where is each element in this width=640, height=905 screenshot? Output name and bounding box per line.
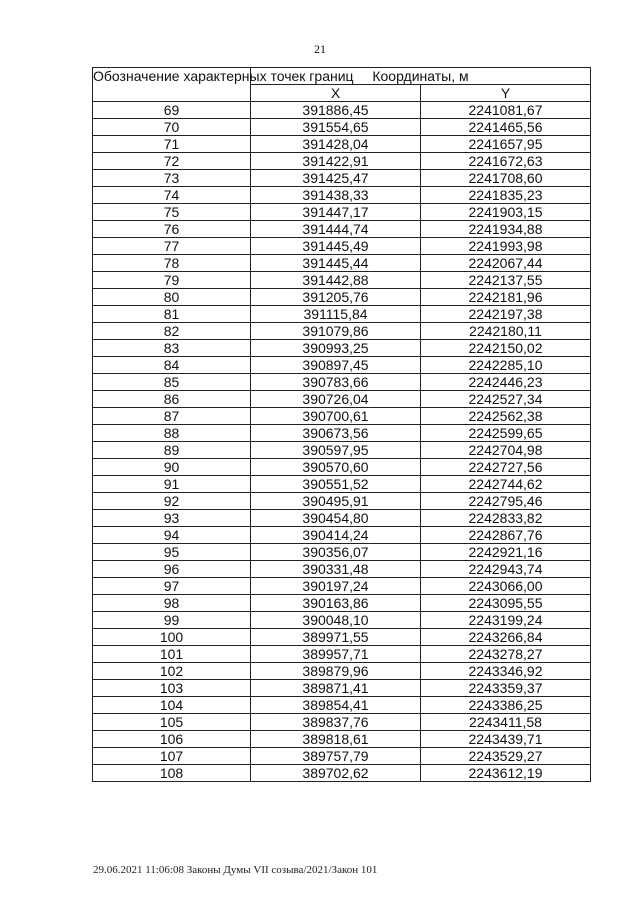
table-row xyxy=(93,408,591,425)
x-cell: 391447,17 xyxy=(251,204,421,221)
x-cell: 390163,86 xyxy=(251,595,421,612)
table-row xyxy=(93,391,591,408)
x-cell: 389702,62 xyxy=(251,765,421,782)
y-cell: 2242867,76 xyxy=(421,527,591,544)
y-cell: 2242181,96 xyxy=(421,289,591,306)
point-cell: 83 xyxy=(93,340,251,357)
x-cell: 389957,71 xyxy=(251,646,421,663)
y-cell: 2243411,58 xyxy=(421,714,591,731)
point-cell: 103 xyxy=(93,680,251,697)
table-row xyxy=(93,255,591,272)
x-cell: 391079,86 xyxy=(251,323,421,340)
table-body xyxy=(93,102,591,782)
table-row xyxy=(93,459,591,476)
y-cell: 2241903,15 xyxy=(421,204,591,221)
y-cell: 2241081,67 xyxy=(421,102,591,119)
table-row xyxy=(93,102,591,119)
point-cell: 107 xyxy=(93,748,251,765)
x-cell: 390331,48 xyxy=(251,561,421,578)
point-cell: 85 xyxy=(93,374,251,391)
point-cell: 91 xyxy=(93,476,251,493)
table-row xyxy=(93,714,591,731)
point-cell: 86 xyxy=(93,391,251,408)
point-cell: 99 xyxy=(93,612,251,629)
y-cell: 2242744,62 xyxy=(421,476,591,493)
header-coordinates: Координаты, м xyxy=(251,68,591,85)
table-row xyxy=(93,680,591,697)
x-cell: 389871,41 xyxy=(251,680,421,697)
y-cell: 2242137,55 xyxy=(421,272,591,289)
point-cell: 81 xyxy=(93,306,251,323)
y-cell: 2243612,19 xyxy=(421,765,591,782)
table-row xyxy=(93,153,591,170)
x-cell: 389837,76 xyxy=(251,714,421,731)
x-cell: 390673,56 xyxy=(251,425,421,442)
point-cell: 76 xyxy=(93,221,251,238)
x-cell: 390700,61 xyxy=(251,408,421,425)
table-row xyxy=(93,204,591,221)
coordinates-table xyxy=(92,67,591,782)
y-cell: 2241465,56 xyxy=(421,119,591,136)
y-cell: 2243439,71 xyxy=(421,731,591,748)
y-cell: 2241672,63 xyxy=(421,153,591,170)
x-cell: 390495,91 xyxy=(251,493,421,510)
point-cell: 97 xyxy=(93,578,251,595)
header-x: X xyxy=(251,85,421,102)
table-row xyxy=(93,476,591,493)
x-cell: 390897,45 xyxy=(251,357,421,374)
table-row xyxy=(93,340,591,357)
x-cell: 390356,07 xyxy=(251,544,421,561)
y-cell: 2241657,95 xyxy=(421,136,591,153)
x-cell: 390551,52 xyxy=(251,476,421,493)
point-cell: 73 xyxy=(93,170,251,187)
x-cell: 390570,60 xyxy=(251,459,421,476)
point-cell: 78 xyxy=(93,255,251,272)
point-cell: 72 xyxy=(93,153,251,170)
header-y: Y xyxy=(421,85,591,102)
point-cell: 79 xyxy=(93,272,251,289)
table-row xyxy=(93,663,591,680)
x-cell: 390993,25 xyxy=(251,340,421,357)
table-row xyxy=(93,731,591,748)
point-cell: 92 xyxy=(93,493,251,510)
point-cell: 75 xyxy=(93,204,251,221)
page-number: 21 xyxy=(314,42,326,56)
y-cell: 2242921,16 xyxy=(421,544,591,561)
table-row xyxy=(93,221,591,238)
x-cell: 391115,84 xyxy=(251,306,421,323)
x-cell: 391554,65 xyxy=(251,119,421,136)
x-cell: 390454,80 xyxy=(251,510,421,527)
point-cell: 74 xyxy=(93,187,251,204)
point-cell: 87 xyxy=(93,408,251,425)
y-cell: 2243066,00 xyxy=(421,578,591,595)
y-cell: 2242067,44 xyxy=(421,255,591,272)
table-row xyxy=(93,289,591,306)
y-cell: 2242150,02 xyxy=(421,340,591,357)
x-cell: 389854,41 xyxy=(251,697,421,714)
table-row xyxy=(93,697,591,714)
x-cell: 391886,45 xyxy=(251,102,421,119)
x-cell: 390048,10 xyxy=(251,612,421,629)
table-row xyxy=(93,595,591,612)
x-cell: 390197,24 xyxy=(251,578,421,595)
x-cell: 391445,44 xyxy=(251,255,421,272)
table-row xyxy=(93,748,591,765)
table-row xyxy=(93,544,591,561)
table-row xyxy=(93,374,591,391)
table-row xyxy=(93,323,591,340)
x-cell: 389879,96 xyxy=(251,663,421,680)
y-cell: 2242446,23 xyxy=(421,374,591,391)
y-cell: 2242833,82 xyxy=(421,510,591,527)
table-header xyxy=(93,68,591,102)
point-cell: 80 xyxy=(93,289,251,306)
y-cell: 2242795,46 xyxy=(421,493,591,510)
y-cell: 2243278,27 xyxy=(421,646,591,663)
x-cell: 389757,79 xyxy=(251,748,421,765)
x-cell: 390597,95 xyxy=(251,442,421,459)
table-row xyxy=(93,578,591,595)
point-cell: 102 xyxy=(93,663,251,680)
table-row xyxy=(93,442,591,459)
y-cell: 2242527,34 xyxy=(421,391,591,408)
y-cell: 2242727,56 xyxy=(421,459,591,476)
x-cell: 391444,74 xyxy=(251,221,421,238)
point-cell: 104 xyxy=(93,697,251,714)
y-cell: 2243346,92 xyxy=(421,663,591,680)
table-row xyxy=(93,357,591,374)
y-cell: 2242180,11 xyxy=(421,323,591,340)
y-cell: 2241708,60 xyxy=(421,170,591,187)
table-row xyxy=(93,629,591,646)
y-cell: 2243199,24 xyxy=(421,612,591,629)
y-cell: 2241835,23 xyxy=(421,187,591,204)
x-cell: 391445,49 xyxy=(251,238,421,255)
table-row xyxy=(93,646,591,663)
table-row xyxy=(93,170,591,187)
point-cell: 69 xyxy=(93,102,251,119)
x-cell: 389818,61 xyxy=(251,731,421,748)
point-cell: 96 xyxy=(93,561,251,578)
point-cell: 82 xyxy=(93,323,251,340)
table-row xyxy=(93,612,591,629)
y-cell: 2242197,38 xyxy=(421,306,591,323)
y-cell: 2243529,27 xyxy=(421,748,591,765)
x-cell: 391425,47 xyxy=(251,170,421,187)
x-cell: 391205,76 xyxy=(251,289,421,306)
y-cell: 2242943,74 xyxy=(421,561,591,578)
point-cell: 71 xyxy=(93,136,251,153)
point-cell: 93 xyxy=(93,510,251,527)
header-designation: Обозначение характерных точек границ xyxy=(93,68,251,102)
point-cell: 106 xyxy=(93,731,251,748)
table-row xyxy=(93,425,591,442)
point-cell: 105 xyxy=(93,714,251,731)
table-row xyxy=(93,510,591,527)
point-cell: 70 xyxy=(93,119,251,136)
x-cell: 391438,33 xyxy=(251,187,421,204)
y-cell: 2242562,38 xyxy=(421,408,591,425)
table-row xyxy=(93,527,591,544)
x-cell: 391442,88 xyxy=(251,272,421,289)
table-row xyxy=(93,119,591,136)
y-cell: 2242599,65 xyxy=(421,425,591,442)
y-cell: 2243095,55 xyxy=(421,595,591,612)
x-cell: 390783,66 xyxy=(251,374,421,391)
point-cell: 84 xyxy=(93,357,251,374)
x-cell: 391428,04 xyxy=(251,136,421,153)
table-row xyxy=(93,561,591,578)
table-row xyxy=(93,765,591,782)
y-cell: 2243386,25 xyxy=(421,697,591,714)
table-row xyxy=(93,187,591,204)
point-cell: 94 xyxy=(93,527,251,544)
footer-stamp: 29.06.2021 11:06:08 Законы Думы VII созыва/2021/Закон 101 xyxy=(93,864,378,876)
point-cell: 77 xyxy=(93,238,251,255)
y-cell: 2243266,84 xyxy=(421,629,591,646)
point-cell: 90 xyxy=(93,459,251,476)
x-cell: 391422,91 xyxy=(251,153,421,170)
table-row xyxy=(93,272,591,289)
x-cell: 390414,24 xyxy=(251,527,421,544)
y-cell: 2242285,10 xyxy=(421,357,591,374)
table-row xyxy=(93,238,591,255)
point-cell: 101 xyxy=(93,646,251,663)
table-row xyxy=(93,136,591,153)
y-cell: 2241993,98 xyxy=(421,238,591,255)
x-cell: 389971,55 xyxy=(251,629,421,646)
point-cell: 100 xyxy=(93,629,251,646)
point-cell: 89 xyxy=(93,442,251,459)
point-cell: 95 xyxy=(93,544,251,561)
table-row xyxy=(93,306,591,323)
x-cell: 390726,04 xyxy=(251,391,421,408)
point-cell: 108 xyxy=(93,765,251,782)
y-cell: 2242704,98 xyxy=(421,442,591,459)
y-cell: 2243359,37 xyxy=(421,680,591,697)
point-cell: 88 xyxy=(93,425,251,442)
point-cell: 98 xyxy=(93,595,251,612)
y-cell: 2241934,88 xyxy=(421,221,591,238)
table-row xyxy=(93,493,591,510)
